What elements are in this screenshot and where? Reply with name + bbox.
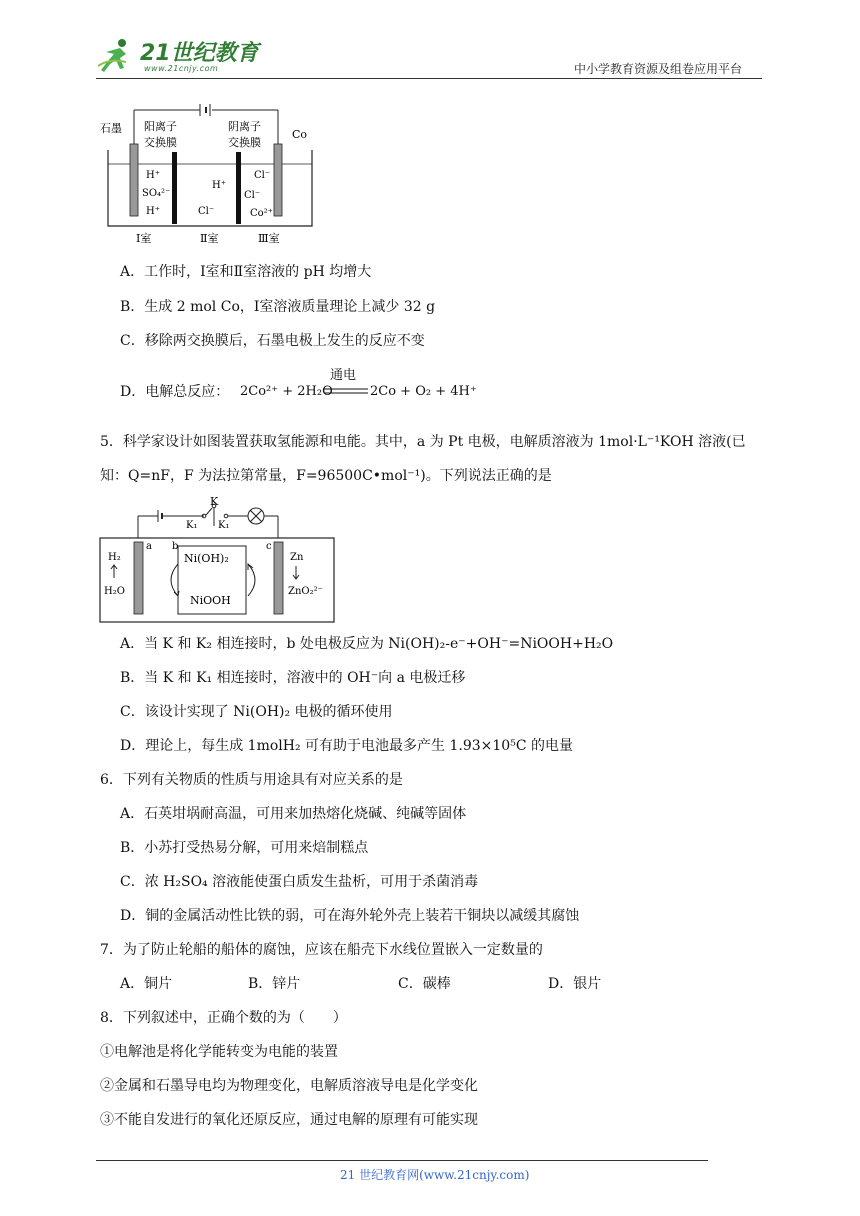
q7-stem: 7．为了防止轮船的船体的腐蚀，应该在船壳下水线位置嵌入一定数量的 [100,942,543,958]
q8-stem: 8．下列叙述中，正确个数的为（ ） [100,1010,347,1026]
electrolysis-cell-diagram [100,104,320,246]
q4-equation-lhs: 2Co²⁺ + 2H₂O [240,384,333,399]
q5-option-b: B．当 K 和 K₁ 相连接时，溶液中的 OH⁻向 a 电极迁移 [120,670,466,686]
footer-link[interactable]: 21 世纪教育网(www.21cnjy.com) [340,1168,530,1182]
svg-text:Ⅱ室: Ⅱ室 [200,232,219,245]
header-logo [96,34,266,76]
cobalt-electrode [274,144,282,216]
q8-item-1: ①电解池是将化学能转变为电能的装置 [100,1044,338,1060]
q4-option-d [120,366,520,400]
svg-text:ZnO₂²⁻: ZnO₂²⁻ [288,586,323,597]
svg-text:交换膜: 交换膜 [228,136,261,149]
svg-text:K: K [210,496,219,508]
svg-text:阴离子: 阴离子 [228,120,261,133]
q4-option-a: A．工作时，Ⅰ室和Ⅱ室溶液的 pH 均增大 [120,264,372,280]
footer-rule [96,1160,708,1161]
electrode-c [274,542,283,614]
svg-text:a: a [146,541,152,552]
q6-stem: 6．下列有关物质的性质与用途具有对应关系的是 [100,772,403,788]
svg-text:Cl⁻: Cl⁻ [244,190,261,201]
hydrogen-battery-diagram [98,496,336,624]
svg-text:Co: Co [292,128,308,141]
svg-text:Ⅲ室: Ⅲ室 [258,232,280,245]
svg-text:H⁺: H⁺ [146,206,160,217]
svg-text:b: b [172,541,179,552]
q4-equation-rhs: 2Co + O₂ + 4H⁺ [370,384,477,399]
graphite-electrode [130,144,138,216]
q6-option-d: D．铜的金属活动性比铁的弱，可在海外轮外壳上装若干铜块以减缓其腐蚀 [120,908,580,924]
q7-option-b: B．锌片 [248,976,301,992]
svg-text:K₁: K₁ [218,520,230,531]
svg-text:Cl⁻: Cl⁻ [198,206,215,217]
svg-text:Ⅰ室: Ⅰ室 [136,232,152,245]
q4-equation-condition: 通电 [330,368,357,383]
svg-text:阳离子: 阳离子 [144,120,177,133]
q6-option-a: A．石英坩埚耐高温，可用来加热熔化烧碱、纯碱等固体 [120,806,467,822]
q4-option-d-prefix: D．电解总反应： [120,384,230,400]
svg-text:SO₄²⁻: SO₄²⁻ [142,188,171,199]
svg-text:H⁺: H⁺ [146,170,160,181]
svg-text:交换膜: 交换膜 [144,136,177,149]
anion-membrane [236,152,241,224]
q5-option-a: A．当 K 和 K₂ 相连接时，b 处电极反应为 Ni(OH)₂-e⁻+OH⁻=NiOOH+H₂O [120,636,614,652]
svg-text:Co²⁺: Co²⁺ [250,208,273,219]
logo-url: www.21cnjy.com [144,64,219,73]
q8-item-2: ②金属和石墨导电均为物理变化，电解质溶液导电是化学变化 [100,1078,478,1094]
q8-item-3: ③不能自发进行的氧化还原反应，通过电解的原理有可能实现 [100,1112,478,1128]
q4-option-b: B．生成 2 mol Co，Ⅰ室溶液质量理论上减少 32 g [120,299,436,315]
svg-text:c: c [266,541,272,552]
svg-text:H₂O: H₂O [104,586,125,597]
svg-text:K₁: K₁ [186,520,198,531]
q6-option-b: B．小苏打受热易分解，可用来焙制糕点 [120,840,369,856]
q4-option-c: C．移除两交换膜后，石墨电极上发生的反应不变 [120,333,425,349]
svg-text:Cl⁻: Cl⁻ [254,170,271,181]
svg-text:Ni(OH)₂: Ni(OH)₂ [184,552,229,565]
q7-option-c: C．碳棒 [398,976,451,992]
q5-option-d: D．理论上，每生成 1molH₂ 可有助于电池最多产生 1.93×10⁵C 的电量 [120,738,573,754]
svg-text:H⁺: H⁺ [212,180,226,191]
svg-text:Zn: Zn [290,552,304,563]
header-platform-text: 中小学教育资源及组卷应用平台 [574,62,743,76]
equals-arrow [324,388,368,396]
logo-text: 21世纪教育 [140,41,259,66]
q5-stem-line2: 知：Q=nF，F 为法拉第常量，F=96500C•mol⁻¹)。下列说法正确的是 [100,468,552,484]
svg-text:NiOOH: NiOOH [190,594,231,607]
header-rule [96,78,762,79]
q6-option-c: C．浓 H₂SO₄ 溶液能使蛋白质发生盐析，可用于杀菌消毒 [120,874,479,890]
q5-option-c: C．该设计实现了 Ni(OH)₂ 电极的循环使用 [120,704,393,720]
svg-text:石墨: 石墨 [100,122,122,135]
cation-membrane [172,152,177,224]
q5-stem-line1: 5．科学家设计如图装置获取氢能源和电能。其中，a 为 Pt 电极，电解质溶液为 1mol·L⁻¹KOH 溶液(已 [100,434,746,450]
runner-logo-icon [96,36,136,76]
q7-option-d: D．银片 [548,976,602,992]
q7-option-a: A．铜片 [120,976,173,992]
electrode-a [134,542,143,614]
svg-text:H₂: H₂ [108,552,121,563]
